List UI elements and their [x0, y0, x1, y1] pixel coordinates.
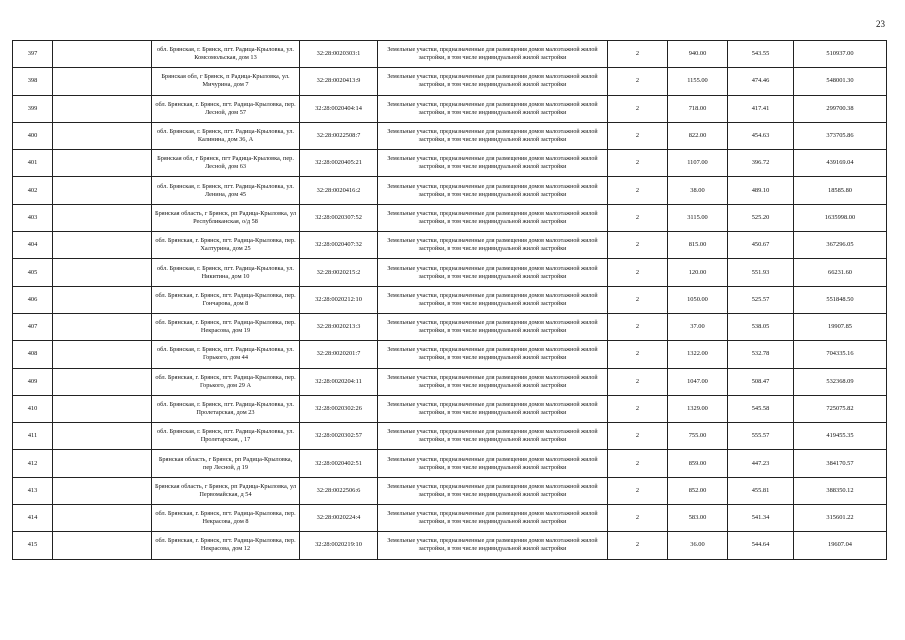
- unit-value-cell: 544.64: [728, 532, 794, 559]
- group-code-cell: 2: [608, 450, 668, 477]
- area-cell: 940.00: [668, 41, 728, 68]
- table-row: [13, 286, 887, 313]
- address-cell: обл. Брянская, г. Брянск, пгт. Радица-Крыловка, пер. Гончарова, дом 8: [152, 286, 300, 313]
- address-cell: обл. Брянская, г. Брянск, пгт. Радица-Крыловка, ул. Никитина, дом 10: [152, 259, 300, 286]
- area-cell: 36.00: [668, 532, 728, 559]
- area-cell: 38.00: [668, 177, 728, 204]
- cadastral-value-cell: 384170.57: [794, 450, 887, 477]
- unit-value-cell: 489.10: [728, 177, 794, 204]
- table-body: [13, 41, 887, 560]
- cadastral-value-cell: 510937.00: [794, 41, 887, 68]
- table-row: [13, 505, 887, 532]
- cadastral-value-cell: 315601.22: [794, 505, 887, 532]
- address-cell: обл. Брянская, г. Брянск, пгт. Радица-Крыловка, ул. Пролетарская, , 17: [152, 423, 300, 450]
- table-row: [13, 313, 887, 340]
- permitted-use-cell: Земельные участки, предназначенные для размещения домов малоэтажной жилой застройки, в том числе индивидуальной жилой застройки: [378, 204, 608, 231]
- table-row: [13, 450, 887, 477]
- cadastral-value-cell: 704335.16: [794, 341, 887, 368]
- cadastral-number-cell: 32:28:0020201:7: [300, 341, 378, 368]
- row-number-cell: 403: [13, 204, 53, 231]
- group-code-cell: 2: [608, 68, 668, 95]
- unit-value-cell: 545.58: [728, 395, 794, 422]
- unit-value-cell: 532.78: [728, 341, 794, 368]
- row-number-cell: 406: [13, 286, 53, 313]
- empty-cell: [53, 286, 152, 313]
- address-cell: обл. Брянская, г. Брянск, пгт. Радица-Крыловка, пер. Халтурина, дом 25: [152, 232, 300, 259]
- address-cell: обл. Брянская, г. Брянск, пгт. Радица-Крыловка, пер. Некрасова, дом 12: [152, 532, 300, 559]
- row-number-cell: 414: [13, 505, 53, 532]
- cadastral-value-cell: 532368.09: [794, 368, 887, 395]
- empty-cell: [53, 313, 152, 340]
- group-code-cell: 2: [608, 532, 668, 559]
- permitted-use-cell: Земельные участки, предназначенные для размещения домов малоэтажной жилой застройки, в том числе индивидуальной жилой застройки: [378, 177, 608, 204]
- permitted-use-cell: Земельные участки, предназначенные для размещения домов малоэтажной жилой застройки, в том числе индивидуальной жилой застройки: [378, 532, 608, 559]
- land-plots-table: [12, 40, 887, 560]
- empty-cell: [53, 423, 152, 450]
- table-row: [13, 532, 887, 559]
- cadastral-value-cell: 299700.38: [794, 95, 887, 122]
- row-number-cell: 401: [13, 150, 53, 177]
- permitted-use-cell: Земельные участки, предназначенные для размещения домов малоэтажной жилой застройки, в том числе индивидуальной жилой застройки: [378, 423, 608, 450]
- permitted-use-cell: Земельные участки, предназначенные для размещения домов малоэтажной жилой застройки, в том числе индивидуальной жилой застройки: [378, 259, 608, 286]
- table-row: [13, 41, 887, 68]
- group-code-cell: 2: [608, 313, 668, 340]
- address-cell: обл. Брянская, г. Брянск, пгт. Радица-Крыловка, ул. Комсомольская, дом 13: [152, 41, 300, 68]
- area-cell: 3115.00: [668, 204, 728, 231]
- cadastral-value-cell: 18585.80: [794, 177, 887, 204]
- area-cell: 718.00: [668, 95, 728, 122]
- row-number-cell: 398: [13, 68, 53, 95]
- address-cell: Брянская обл, г Брянск, п Радица-Крыловка, ул. Мичурина, дом 7: [152, 68, 300, 95]
- address-cell: Брянская обл, г Брянск, пгт Радица-Крыловка, пер. Лесной, дом 63: [152, 150, 300, 177]
- empty-cell: [53, 177, 152, 204]
- empty-cell: [53, 122, 152, 149]
- group-code-cell: 2: [608, 41, 668, 68]
- empty-cell: [53, 68, 152, 95]
- cadastral-value-cell: 388350.12: [794, 477, 887, 504]
- area-cell: 1322.00: [668, 341, 728, 368]
- table-row: [13, 395, 887, 422]
- group-code-cell: 2: [608, 177, 668, 204]
- cadastral-value-cell: 439169.04: [794, 150, 887, 177]
- cadastral-number-cell: 32:28:0020413:9: [300, 68, 378, 95]
- empty-cell: [53, 341, 152, 368]
- area-cell: 1047.00: [668, 368, 728, 395]
- area-cell: 1050.00: [668, 286, 728, 313]
- row-number-cell: 397: [13, 41, 53, 68]
- unit-value-cell: 474.46: [728, 68, 794, 95]
- empty-cell: [53, 368, 152, 395]
- cadastral-number-cell: 32:28:0020224:4: [300, 505, 378, 532]
- table-row: [13, 341, 887, 368]
- table-row: [13, 368, 887, 395]
- permitted-use-cell: Земельные участки, предназначенные для размещения домов малоэтажной жилой застройки, в том числе индивидуальной жилой застройки: [378, 95, 608, 122]
- address-cell: обл. Брянская, г. Брянск, пгт. Радица-Крыловка, пер. Горького, дом 29 А: [152, 368, 300, 395]
- address-cell: Брянская область, г Брянск, рп Радица-Крыловка, ул Республиканская, о/д 58: [152, 204, 300, 231]
- area-cell: 1155.00: [668, 68, 728, 95]
- empty-cell: [53, 477, 152, 504]
- address-cell: обл. Брянская, г. Брянск, пгт. Радица-Крыловка, пер. Некрасова, дом 19: [152, 313, 300, 340]
- cadastral-number-cell: 32:28:0020302:57: [300, 423, 378, 450]
- unit-value-cell: 555.57: [728, 423, 794, 450]
- unit-value-cell: 543.55: [728, 41, 794, 68]
- empty-cell: [53, 395, 152, 422]
- group-code-cell: 2: [608, 204, 668, 231]
- cadastral-value-cell: 419455.35: [794, 423, 887, 450]
- empty-cell: [53, 259, 152, 286]
- address-cell: обл. Брянская, г. Брянск, пгт. Радица-Крыловка, ул. Ленина, дом 45: [152, 177, 300, 204]
- row-number-cell: 400: [13, 122, 53, 149]
- permitted-use-cell: Земельные участки, предназначенные для размещения домов малоэтажной жилой застройки, в том числе индивидуальной жилой застройки: [378, 313, 608, 340]
- page-number: 23: [876, 19, 885, 29]
- table-row: [13, 150, 887, 177]
- permitted-use-cell: Земельные участки, предназначенные для размещения домов малоэтажной жилой застройки, в том числе индивидуальной жилой застройки: [378, 150, 608, 177]
- table-row: [13, 204, 887, 231]
- unit-value-cell: 447.23: [728, 450, 794, 477]
- unit-value-cell: 454.63: [728, 122, 794, 149]
- table-row: [13, 177, 887, 204]
- empty-cell: [53, 150, 152, 177]
- table-row: [13, 259, 887, 286]
- permitted-use-cell: Земельные участки, предназначенные для размещения домов малоэтажной жилой застройки, в том числе индивидуальной жилой застройки: [378, 286, 608, 313]
- unit-value-cell: 396.72: [728, 150, 794, 177]
- area-cell: 583.00: [668, 505, 728, 532]
- unit-value-cell: 455.81: [728, 477, 794, 504]
- unit-value-cell: 508.47: [728, 368, 794, 395]
- cadastral-number-cell: 32:28:0020402:51: [300, 450, 378, 477]
- permitted-use-cell: Земельные участки, предназначенные для размещения домов малоэтажной жилой застройки, в том числе индивидуальной жилой застройки: [378, 505, 608, 532]
- cadastral-number-cell: 32:28:0020404:14: [300, 95, 378, 122]
- cadastral-value-cell: 19907.85: [794, 313, 887, 340]
- address-cell: Брянская область, г Брянск, рп Радица-Крыловка, пер Лесной, д 19: [152, 450, 300, 477]
- permitted-use-cell: Земельные участки, предназначенные для размещения домов малоэтажной жилой застройки, в том числе индивидуальной жилой застройки: [378, 450, 608, 477]
- area-cell: 815.00: [668, 232, 728, 259]
- unit-value-cell: 525.57: [728, 286, 794, 313]
- cadastral-number-cell: 32:28:0022506:6: [300, 477, 378, 504]
- unit-value-cell: 417.41: [728, 95, 794, 122]
- row-number-cell: 402: [13, 177, 53, 204]
- group-code-cell: 2: [608, 259, 668, 286]
- row-number-cell: 404: [13, 232, 53, 259]
- cadastral-value-cell: 373705.86: [794, 122, 887, 149]
- cadastral-number-cell: 32:28:0020213:3: [300, 313, 378, 340]
- permitted-use-cell: Земельные участки, предназначенные для размещения домов малоэтажной жилой застройки, в том числе индивидуальной жилой застройки: [378, 68, 608, 95]
- cadastral-number-cell: 32:28:0020405:21: [300, 150, 378, 177]
- empty-cell: [53, 450, 152, 477]
- permitted-use-cell: Земельные участки, предназначенные для размещения домов малоэтажной жилой застройки, в том числе индивидуальной жилой застройки: [378, 341, 608, 368]
- cadastral-number-cell: 32:28:0022508:7: [300, 122, 378, 149]
- table-row: [13, 232, 887, 259]
- area-cell: 852.00: [668, 477, 728, 504]
- table-row: [13, 68, 887, 95]
- area-cell: 1107.00: [668, 150, 728, 177]
- unit-value-cell: 450.67: [728, 232, 794, 259]
- address-cell: обл. Брянская, г. Брянск, пгт. Радица-Крыловка, ул. Горького, дом 44: [152, 341, 300, 368]
- address-cell: обл. Брянская, г. Брянск, пгт. Радица-Крыловка, ул. Пролетарская, дом 23: [152, 395, 300, 422]
- row-number-cell: 405: [13, 259, 53, 286]
- address-cell: Брянская область, г Брянск, рп Радица-Крыловка, ул Первомайская, д 54: [152, 477, 300, 504]
- group-code-cell: 2: [608, 122, 668, 149]
- cadastral-value-cell: 367296.05: [794, 232, 887, 259]
- area-cell: 755.00: [668, 423, 728, 450]
- cadastral-number-cell: 32:28:0020407:32: [300, 232, 378, 259]
- address-cell: обл. Брянская, г. Брянск, пгт. Радица-Крыловка, пер. Лесной, дом 57: [152, 95, 300, 122]
- permitted-use-cell: Земельные участки, предназначенные для размещения домов малоэтажной жилой застройки, в том числе индивидуальной жилой застройки: [378, 477, 608, 504]
- row-number-cell: 407: [13, 313, 53, 340]
- empty-cell: [53, 532, 152, 559]
- group-code-cell: 2: [608, 150, 668, 177]
- row-number-cell: 412: [13, 450, 53, 477]
- unit-value-cell: 525.20: [728, 204, 794, 231]
- row-number-cell: 415: [13, 532, 53, 559]
- cadastral-value-cell: 1635998.00: [794, 204, 887, 231]
- area-cell: 822.00: [668, 122, 728, 149]
- cadastral-value-cell: 725075.82: [794, 395, 887, 422]
- row-number-cell: 409: [13, 368, 53, 395]
- address-cell: обл. Брянская, г. Брянск, пгт. Радица-Крыловка, ул. Калинина, дом 36, А: [152, 122, 300, 149]
- empty-cell: [53, 232, 152, 259]
- cadastral-number-cell: 32:28:0020416:2: [300, 177, 378, 204]
- permitted-use-cell: Земельные участки, предназначенные для размещения домов малоэтажной жилой застройки, в том числе индивидуальной жилой застройки: [378, 368, 608, 395]
- empty-cell: [53, 95, 152, 122]
- area-cell: 120.00: [668, 259, 728, 286]
- cadastral-number-cell: 32:28:0020212:10: [300, 286, 378, 313]
- row-number-cell: 408: [13, 341, 53, 368]
- cadastral-number-cell: 32:28:0020303:1: [300, 41, 378, 68]
- row-number-cell: 413: [13, 477, 53, 504]
- empty-cell: [53, 204, 152, 231]
- area-cell: 1329.00: [668, 395, 728, 422]
- group-code-cell: 2: [608, 395, 668, 422]
- address-cell: обл. Брянская, г. Брянск, пгт. Радица-Крыловка, пер. Некрасова, дом 8: [152, 505, 300, 532]
- group-code-cell: 2: [608, 505, 668, 532]
- table-row: [13, 95, 887, 122]
- group-code-cell: 2: [608, 286, 668, 313]
- table-row: [13, 477, 887, 504]
- group-code-cell: 2: [608, 477, 668, 504]
- row-number-cell: 411: [13, 423, 53, 450]
- cadastral-number-cell: 32:28:0020219:10: [300, 532, 378, 559]
- group-code-cell: 2: [608, 341, 668, 368]
- cadastral-value-cell: 551848.50: [794, 286, 887, 313]
- cadastral-number-cell: 32:28:0020307:52: [300, 204, 378, 231]
- permitted-use-cell: Земельные участки, предназначенные для размещения домов малоэтажной жилой застройки, в том числе индивидуальной жилой застройки: [378, 395, 608, 422]
- table-row: [13, 122, 887, 149]
- cadastral-number-cell: 32:28:0020215:2: [300, 259, 378, 286]
- empty-cell: [53, 505, 152, 532]
- unit-value-cell: 541.34: [728, 505, 794, 532]
- group-code-cell: 2: [608, 423, 668, 450]
- area-cell: 37.00: [668, 313, 728, 340]
- cadastral-value-cell: 66231.60: [794, 259, 887, 286]
- table-row: [13, 423, 887, 450]
- group-code-cell: 2: [608, 232, 668, 259]
- unit-value-cell: 538.05: [728, 313, 794, 340]
- group-code-cell: 2: [608, 368, 668, 395]
- cadastral-number-cell: 32:28:0020302:26: [300, 395, 378, 422]
- permitted-use-cell: Земельные участки, предназначенные для размещения домов малоэтажной жилой застройки, в том числе индивидуальной жилой застройки: [378, 41, 608, 68]
- permitted-use-cell: Земельные участки, предназначенные для размещения домов малоэтажной жилой застройки, в том числе индивидуальной жилой застройки: [378, 232, 608, 259]
- unit-value-cell: 551.93: [728, 259, 794, 286]
- group-code-cell: 2: [608, 95, 668, 122]
- permitted-use-cell: Земельные участки, предназначенные для размещения домов малоэтажной жилой застройки, в том числе индивидуальной жилой застройки: [378, 122, 608, 149]
- cadastral-number-cell: 32:28:0020204:11: [300, 368, 378, 395]
- row-number-cell: 399: [13, 95, 53, 122]
- cadastral-value-cell: 19607.04: [794, 532, 887, 559]
- empty-cell: [53, 41, 152, 68]
- area-cell: 859.00: [668, 450, 728, 477]
- row-number-cell: 410: [13, 395, 53, 422]
- cadastral-value-cell: 548001.30: [794, 68, 887, 95]
